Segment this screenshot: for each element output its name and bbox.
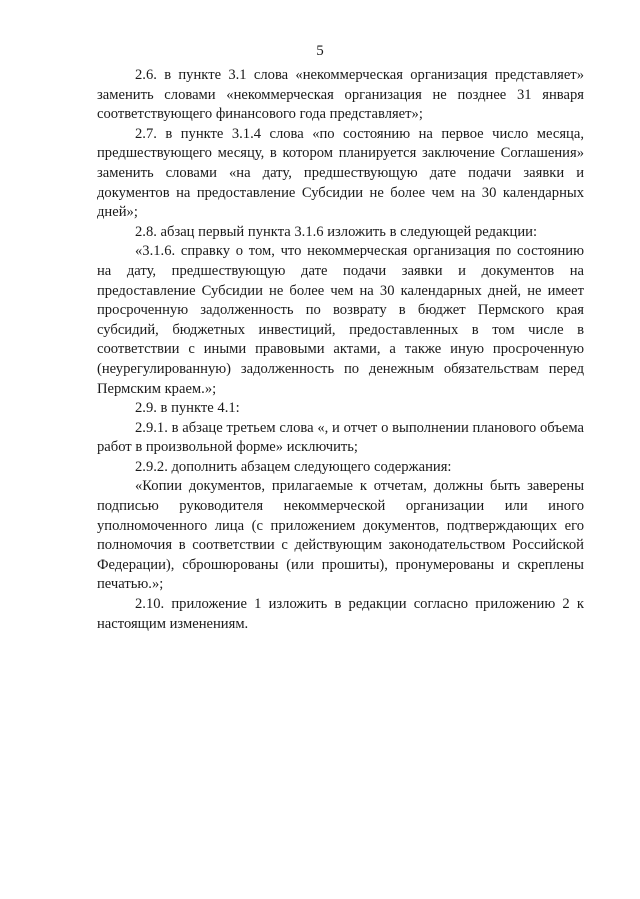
paragraph-2-7: 2.7. в пункте 3.1.4 слова «по состоянию на первое число месяца, предшествующего месяцу, в котором планируется заключение Соглашения» заменить словами «на дату, предшествующую дате подачи заявки и документов на предоставление Субсидии не более чем на 30 календарных дней»; (97, 125, 584, 221)
page-number: 5 (316, 43, 324, 59)
paragraph-copies-quote: «Копии документов, прилагаемые к отчетам, должны быть заверены подписью руководителя некоммерческой организации или иного уполномоченного лица (с приложением документов, подтверждающих его полномочия в соответствии с действующим законодательством Российской Федерации), сброшюрованы (или прошиты), пронумерованы и скреплены печатью.»; (97, 478, 584, 593)
paragraph-3-1-6-quote: «3.1.6. справку о том, что некоммерческая организация по состоянию на дату, предшествующую дате подачи заявки и документов на предоставление Субсидии не более чем на 30 календарных дней, не имеет просроченную задолженность по возврату в бюджет Пермского края субсидий, бюджетных инвестиций, предоставленных в том числе в соответствии с иными правовыми актами, а также иную просроченную (неурегулированную) задолженность по денежным обязательствам перед Пермским краем.»; (97, 243, 584, 397)
paragraph-2-6: 2.6. в пункте 3.1 слова «некоммерческая организация представляет» заменить словами «некоммерческая организация не позднее 31 января соответствующего финансового года представляет»; (97, 67, 584, 123)
paragraph-2-9-2: 2.9.2. дополнить абзацем следующего содержания: (135, 458, 452, 475)
paragraph-2-10: 2.10. приложение 1 изложить в редакции согласно приложению 2 к настоящим изменениям. (97, 596, 584, 632)
paragraph-2-8: 2.8. абзац первый пункта 3.1.6 изложить в следующей редакции: (135, 223, 538, 240)
paragraph-2-9: 2.9. в пункте 4.1: (135, 400, 240, 417)
paragraph-2-9-1: 2.9.1. в абзаце третьем слова «, и отчет о выполнении планового объема работ в произвольной форме» исключить; (97, 419, 584, 456)
document-body (97, 66, 584, 634)
